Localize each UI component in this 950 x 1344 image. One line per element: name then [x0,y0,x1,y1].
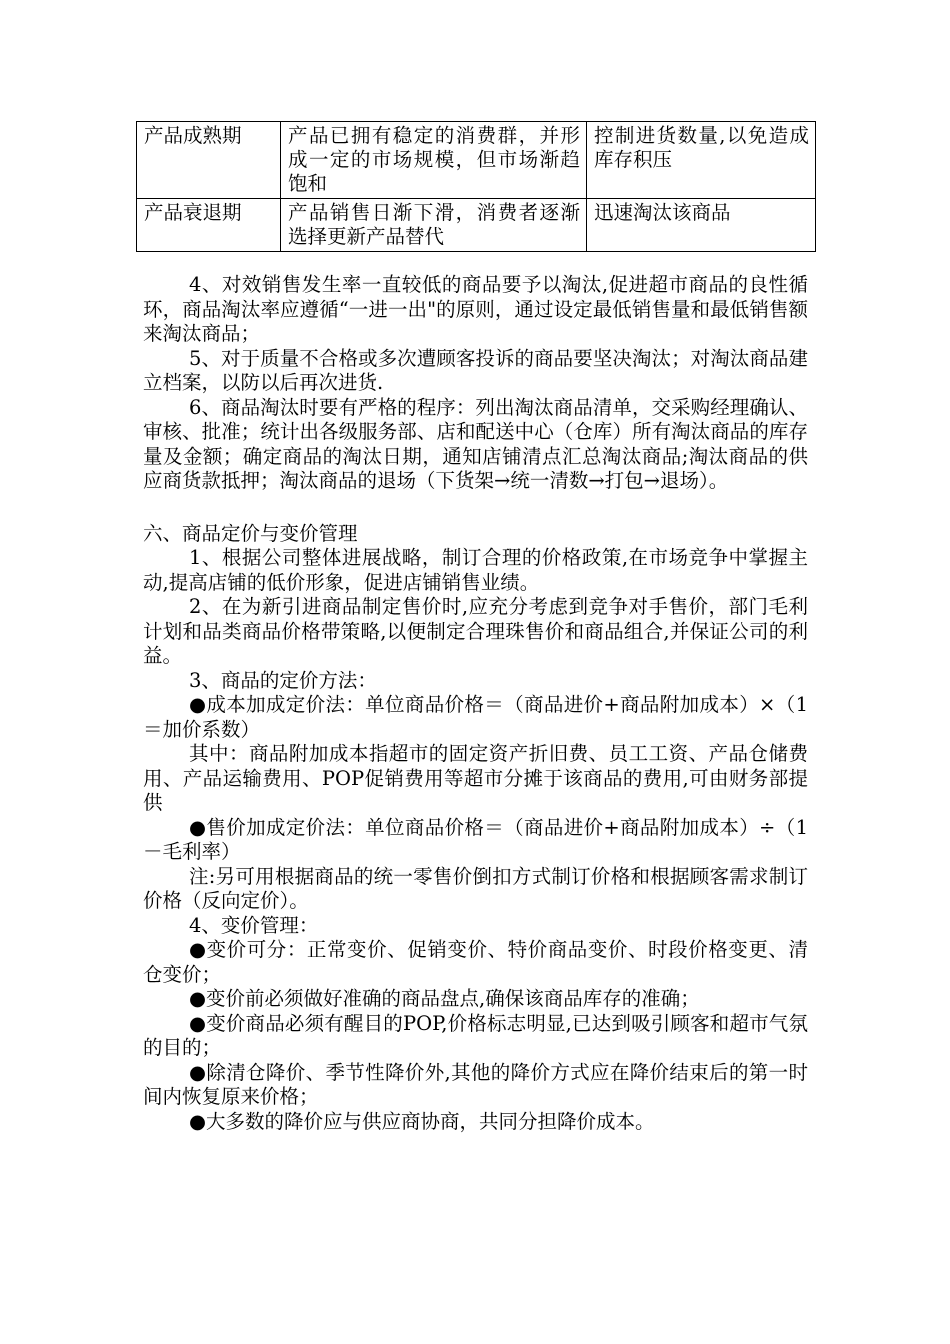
section-heading: 六、商品定价与变价管理 [143,521,358,545]
paragraph-note: 注:另可用根据商品的统一零售价倒扣方式制订价格和根据顾客需求制订价格（反向定价）。 [143,864,808,912]
stage-cell: 产品成熟期 [137,122,281,199]
table-row [137,122,816,199]
strategy-cell: 控制进货数量,以免造成库存积压 [587,122,816,199]
paragraph-cost-note: 其中：商品附加成本指超市的固定资产折旧费、员工工资、产品仓储费用、产品运输费用、POP促销费用等超市分摊于该商品的费用,可由财务部提供 [143,742,808,814]
paragraph-pricing-policy: 1、根据公司整体进展战略，制订合理的价格政策,在市场竞争中掌握主动,提高店铺的低价形象，促进店铺销售业绩。 [143,546,808,594]
bullet-supplier-share: ●大多数的降价应与供应商协商，共同分担降价成本。 [189,1109,655,1133]
feature-cell: 产品已拥有稳定的消费群，并形成一定的市场规模，但市场渐趋饱和 [281,122,587,199]
bullet-restore-price: ●除清仓降价、季节性降价外,其他的降价方式应在降价结束后的第一时间内恢复原来价格； [143,1060,808,1108]
paragraph-pricing-methods: 3、商品的定价方法： [189,668,377,692]
stage-cell: 产品衰退期 [137,199,281,252]
paragraph-quality-elimination: 5、对于质量不合格或多次遭顾客投诉的商品要坚决淘汰；对淘汰商品建立档案，以防以后再次进货. [143,346,808,394]
paragraph-elimination-procedure: 6、商品淘汰时要有严格的程序：列出淘汰商品清单，交采购经理确认、审核、批准；统计出各级服务部、店和配送中心（仓库）所有淘汰商品的库存量及金额；确定商品的淘汰日期，通知店铺清点汇总淘汰商品;淘汰商品的供应商货款抵押；淘汰商品的退场（下货架→统一清数→打包→退场）。 [143,395,808,492]
table-row [137,199,816,252]
bullet-cost-plus: ●成本加成定价法：单位商品价格＝（商品进价+商品附加成本）×（1＝加价系数） [143,693,808,741]
paragraph-new-product-pricing: 2、在为新引进商品制定售价时,应充分考虑到竞争对手售价，部门毛利计划和品类商品价格带策略,以便制定合理珠售价和商品组合,并保证公司的利益。 [143,595,808,667]
bullet-price-plus: ●售价加成定价法：单位商品价格＝（商品进价+商品附加成本）÷（1－毛利率） [143,815,808,863]
strategy-cell: 迅速淘汰该商品 [587,199,816,252]
product-lifecycle-table [136,121,816,252]
paragraph-price-change: 4、变价管理： [189,913,319,937]
bullet-change-types: ●变价可分：正常变价、促销变价、特价商品变价、时段价格变更、清仓变价； [143,938,808,986]
feature-cell: 产品销售日渐下滑，消费者逐渐选择更新产品替代 [281,199,587,252]
paragraph-elimination-rate: 4、对效销售发生率一直较低的商品要予以淘汰,促进超市商品的良性循环，商品淘汰率应遵循“一进一出"的原则，通过设定最低销售量和最低销售额来淘汰商品； [143,273,808,345]
bullet-inventory-check: ●变价前必须做好准确的商品盘点,确保该商品库存的准确； [189,987,700,1010]
bullet-pop-sign: ●变价商品必须有醒目的POP,价格标志明显,已达到吸引顾客和超市气氛的目的； [143,1011,808,1059]
document-body [143,273,808,1134]
